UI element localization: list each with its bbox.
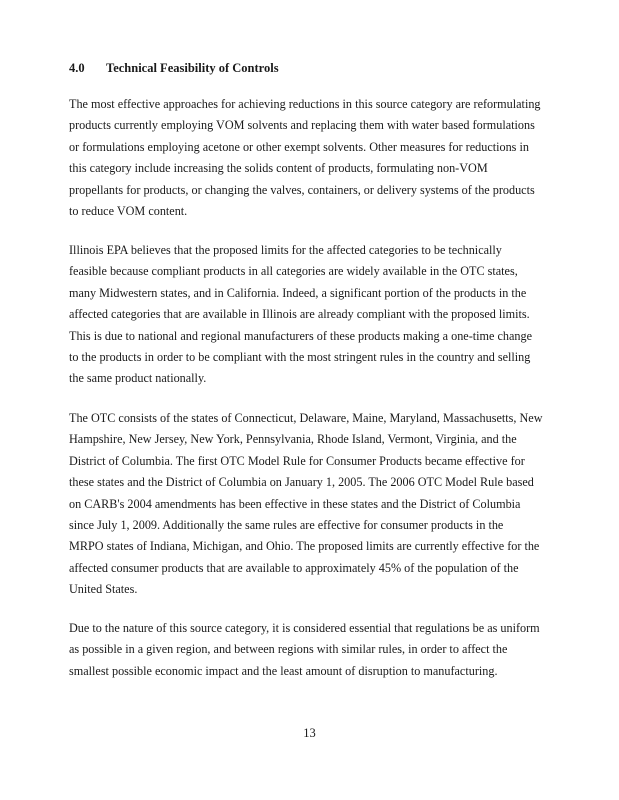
text-line: feasible because compliant products in all categories are widely available in the OTC states, [69, 264, 518, 279]
page-number: 13 [303, 726, 316, 740]
text-line: United States. [69, 582, 138, 597]
text-line: District of Columbia. The first OTC Model Rule for Consumer Products became effective for [69, 453, 525, 468]
text-line: this category include increasing the solids content of products, formulating non-VOM [69, 161, 488, 176]
text-line: as possible in a given region, and between regions with similar rules, in order to affect the [69, 642, 508, 657]
paragraph-approaches [69, 94, 549, 222]
text-line: MRPO states of Indiana, Michigan, and Ohio. The proposed limits are currently effective for the [69, 539, 540, 554]
text-line: This is due to national and regional manufacturers of these products making a one-time change [69, 328, 532, 343]
text-line: these states and the District of Columbia on January 1, 2005. The 2006 OTC Model Rule based [69, 475, 534, 490]
text-line: or formulations employing acetone or other exempt solvents. Other measures for reductions in [69, 139, 529, 154]
text-line: products currently employing VOM solvents and replacing them with water based formulations [69, 118, 535, 133]
text-line: affected consumer products that are available to approximately 45% of the population of the [69, 560, 519, 575]
text-line: on CARB's 2004 amendments has been effective in these states and the District of Columbia [69, 496, 521, 511]
text-line: to reduce VOM content. [69, 204, 188, 219]
text-line: Hampshire, New Jersey, New York, Pennsylvania, Rhode Island, Vermont, Virginia, and the [69, 432, 517, 447]
text-line: The most effective approaches for achieving reductions in this source category are reformulating [69, 97, 541, 111]
text-line: Due to the nature of this source category, it is considered essential that regulations be as uniform [69, 621, 540, 635]
text-line: Illinois EPA believes that the proposed limits for the affected categories to be technically [69, 243, 502, 257]
text-line: the same product nationally. [69, 371, 207, 386]
paragraph-otc-states [69, 408, 549, 601]
section-heading [69, 61, 279, 76]
section-title: Technical Feasibility of Controls [106, 61, 279, 75]
text-line: since July 1, 2009. Additionally the same rules are effective for consumer products in the [69, 518, 504, 533]
paragraph-feasibility [69, 240, 549, 390]
paragraph-uniformity [69, 618, 549, 682]
text-line: The OTC consists of the states of Connecticut, Delaware, Maine, Maryland, Massachusetts, New [69, 411, 543, 425]
text-line: affected categories that are available in Illinois are already compliant with the proposed limits. [69, 307, 530, 322]
text-line: propellants for products, or changing the valves, containers, or delivery systems of the products [69, 182, 535, 197]
text-line: to the products in order to be compliant with the most stringent rules in the country and selling [69, 350, 531, 365]
text-line: many Midwestern states, and in California. Indeed, a significant portion of the products in the [69, 285, 527, 300]
text-line: smallest possible economic impact and the least amount of disruption to manufacturing. [69, 663, 498, 678]
section-number: 4.0 [69, 61, 85, 75]
